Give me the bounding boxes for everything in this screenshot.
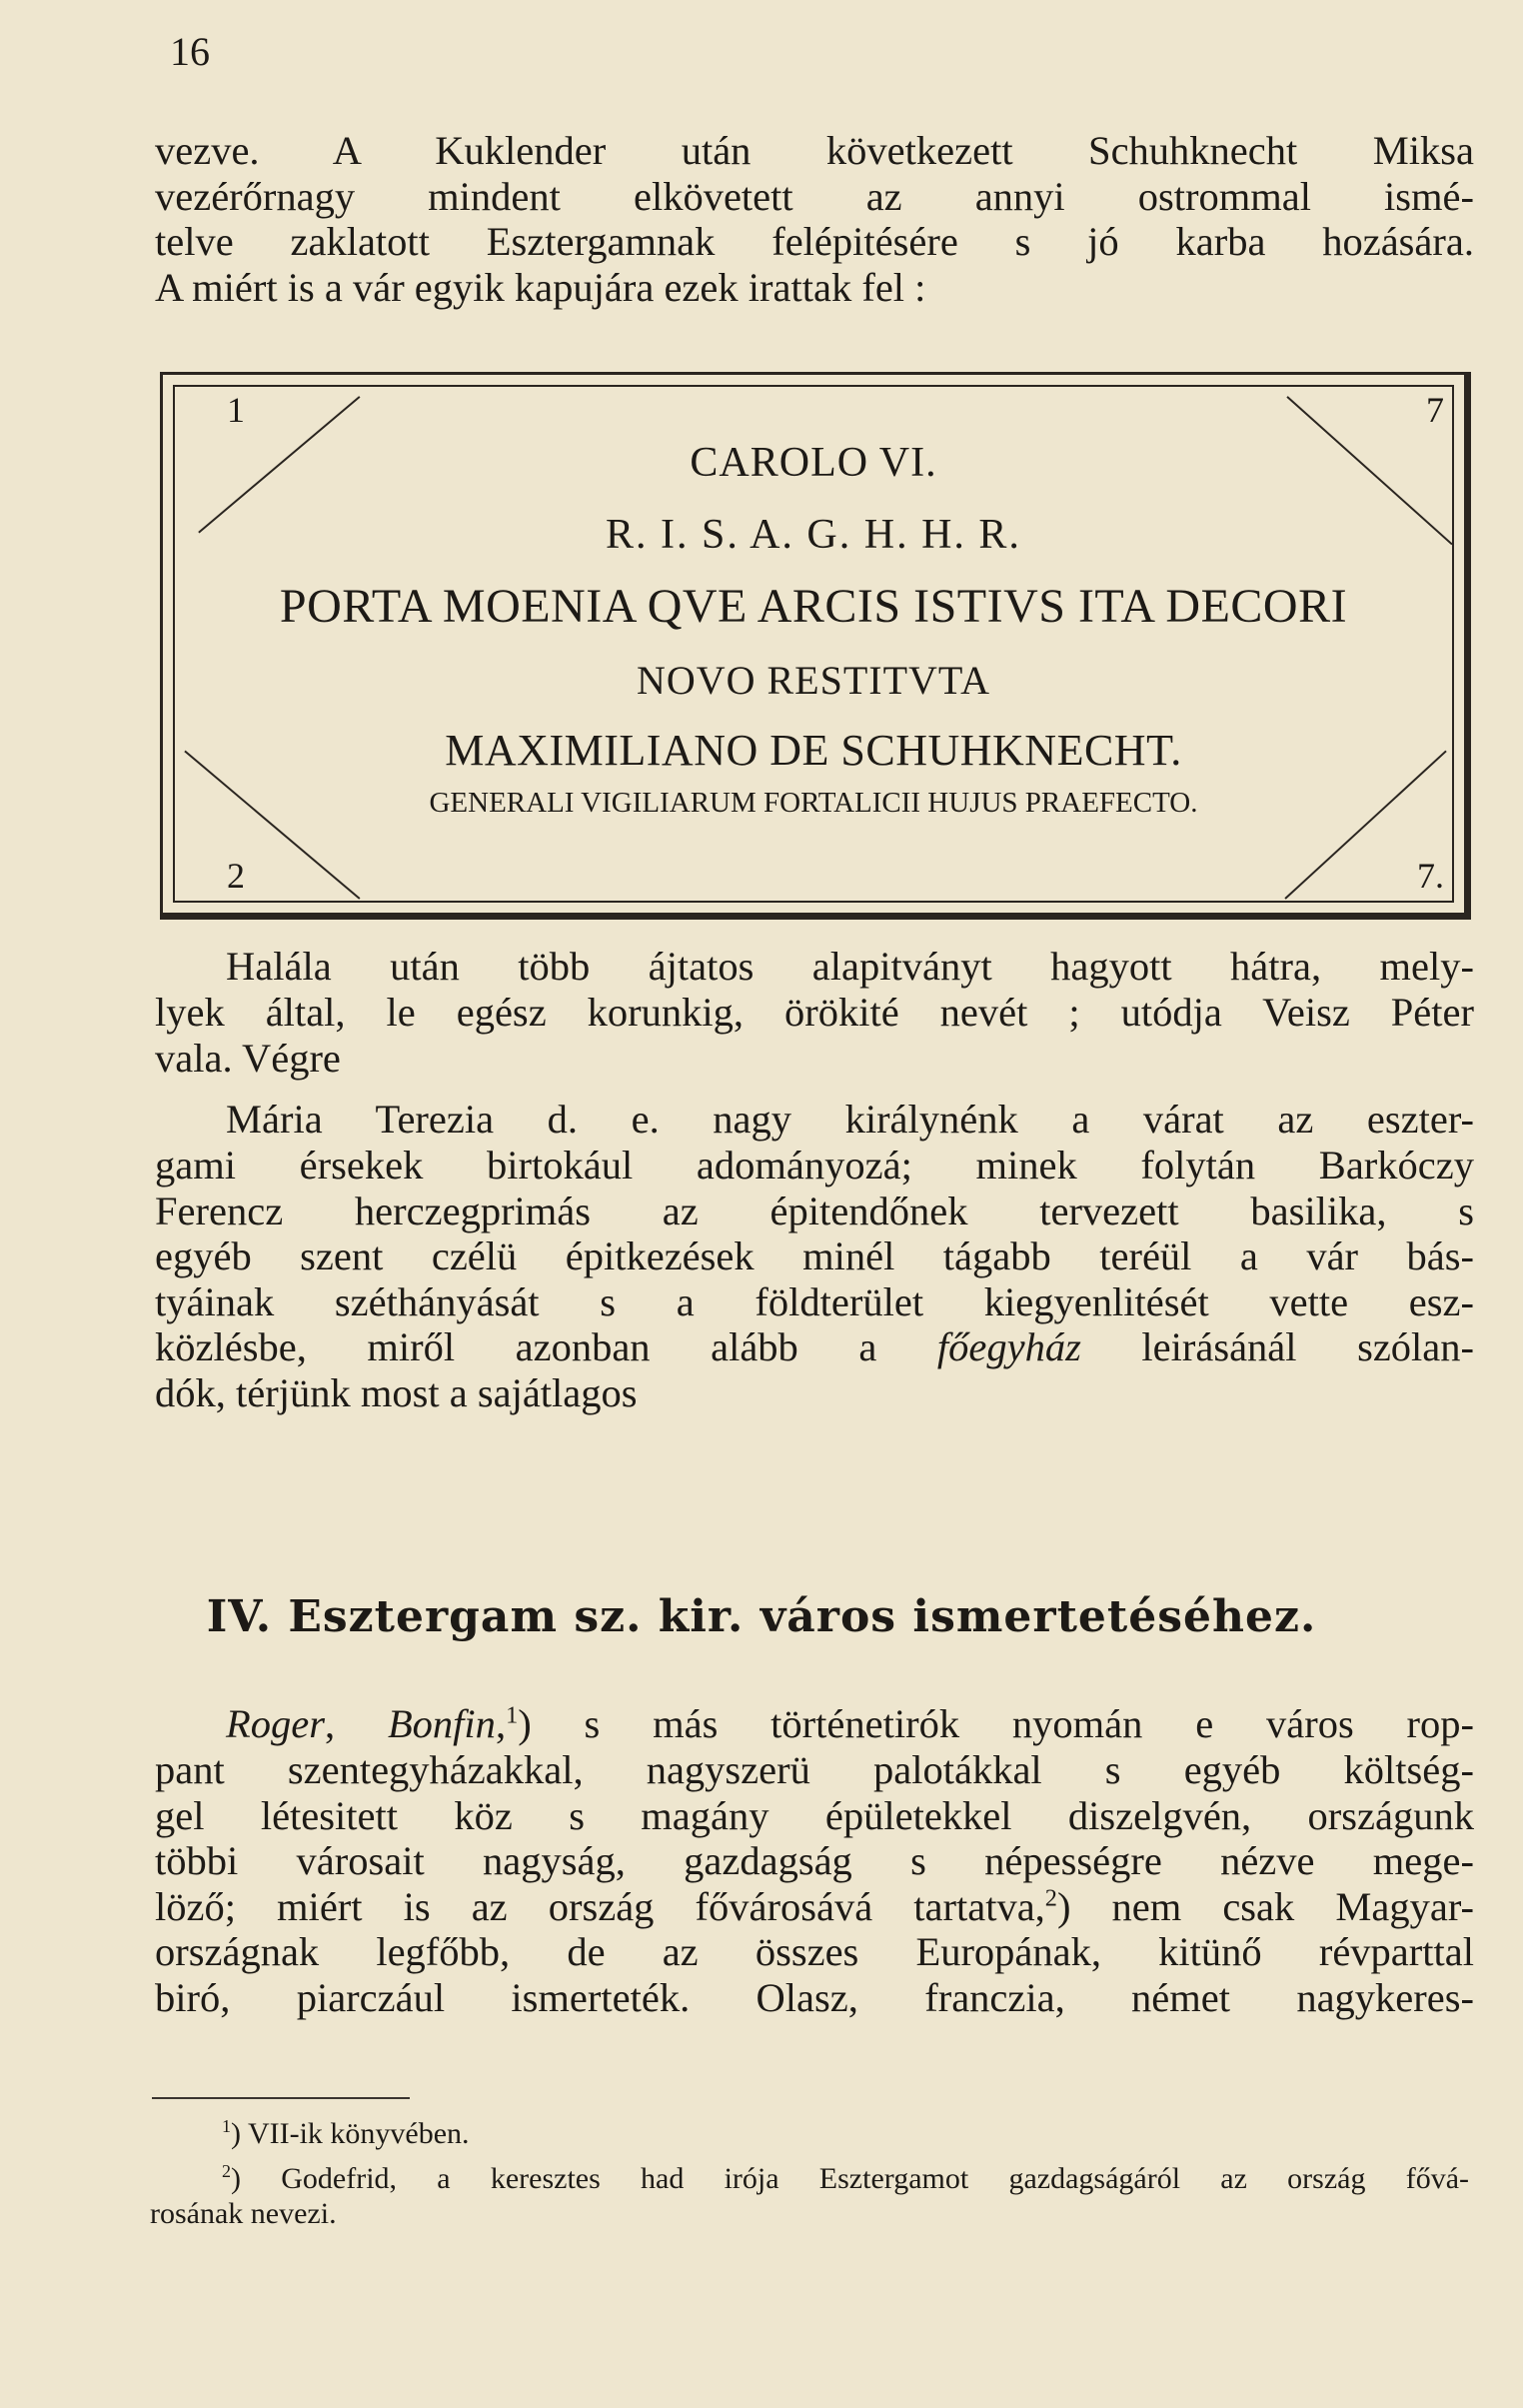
inscription-line: CAROLO VI.	[690, 440, 937, 486]
paragraph-death-cont	[155, 990, 1474, 1081]
text-line: pant szentegyházakkal, nagyszerü palotákkal s egyéb költség-	[155, 1747, 1474, 1792]
page-number: 16	[170, 29, 210, 74]
text-line: vala. Végre	[155, 1035, 341, 1081]
text-line: vezve. A Kuklender után következett Schuhknecht Miksa	[155, 128, 1474, 173]
text-line: lyek által, le egész korunkig, örökité nevét ; utódja Veisz Péter	[155, 990, 1474, 1035]
text-segment: ) nem csak Magyar-	[1056, 1883, 1474, 1929]
text-line: gel létesitett köz s magány épületekkel diszelgvén, országunk	[155, 1792, 1474, 1838]
corner-number-top-right: 7	[1426, 390, 1444, 430]
text-line	[155, 1884, 1474, 1930]
footnote-marker: 2	[222, 2161, 231, 2181]
text-line: egyéb szent czélü épitkezések minél tágabb teréül a vár bás-	[155, 1233, 1474, 1278]
text-line: Halála után több ájtatos alapitványt hagyott hátra, mely-	[226, 944, 1474, 989]
italic-term: főegyház	[936, 1324, 1081, 1369]
footnote-2-cont: rosának nevezi.	[150, 2197, 337, 2230]
text-segment: leirásánál szólan-	[1141, 1324, 1475, 1369]
inscription-line: NOVO RESTITVTA	[636, 658, 991, 703]
section-heading: IV. Esztergam sz. kir. város ismertetéséhez.	[206, 1591, 1317, 1642]
text-line: országnak legfőbb, de az összes Europának, kitünő révparttal	[155, 1929, 1474, 1974]
text-line: gami érsekek birtokául adományozá; minek folytán Barkóczy	[155, 1143, 1474, 1188]
footnote-marker: 2	[1044, 1884, 1057, 1911]
inscription-line: PORTA MOENIA QVE ARCIS ISTIVS ITA DECORI	[279, 580, 1348, 633]
corner-number-bottom-right: 7.	[1417, 856, 1444, 896]
footnotes	[150, 2116, 1469, 2231]
text-segment: löző; miért is az ország fővárosává tartatva,	[155, 1883, 1045, 1929]
inscription-plaque	[160, 372, 1471, 920]
text-line: vezérőrnagy mindent elkövetett az annyi ostrommal ismé-	[155, 173, 1474, 219]
footnote-divider	[152, 2097, 410, 2099]
corner-number-bottom-left: 2	[227, 856, 245, 896]
footnote-text: ) VII-ik könyvében.	[231, 2117, 470, 2150]
paragraph-maria-terezia-first	[226, 1097, 1474, 1143]
italic-name: Roger	[226, 1701, 325, 1746]
text-line: tyáinak széthányását s a földterület kiegyenlitését vette esz-	[155, 1278, 1474, 1324]
footnote-marker: 1	[506, 1701, 519, 1729]
text-line: Roger, Bonfin,$^1$) s más történetirók nyomán e város rop-	[226, 1701, 1475, 1746]
text-line: Ferencz herczegprimás az épitendőnek tervezett basilika, s	[155, 1188, 1474, 1233]
italic-name: Bonfin	[387, 1701, 496, 1746]
text-segment: közlésbe, miről azonban alább a	[155, 1324, 877, 1369]
paragraph-maria-terezia	[155, 1143, 1474, 1415]
inscription-inner-frame	[173, 385, 1454, 903]
footnote-1	[150, 2116, 1469, 2151]
corner-number-top-left: 1	[227, 390, 245, 430]
paragraph-city	[155, 1747, 1474, 2020]
text-line: dók, térjünk most a sajátlagos	[155, 1369, 638, 1415]
footnote-marker: 1	[222, 2116, 231, 2136]
text-line: többi városait nagyság, gazdagság s népességre nézve mege-	[155, 1838, 1474, 1883]
footnote-text: ) Godefrid, a keresztes had irója Esztergamot gazdagságáról az ország fővá-	[231, 2162, 1469, 2195]
text-line: A miért is a vár egyik kapujára ezek irattak fel :	[155, 264, 926, 310]
text-line: telve zaklatott Esztergamnak felépitésére s jó karba hozására.	[155, 219, 1474, 264]
paragraph-city-first	[226, 1701, 1474, 1747]
footnote-2	[150, 2161, 1469, 2196]
text-line	[155, 1324, 1474, 1370]
inscription-line: R. I. S. A. G. H. H. R.	[606, 512, 1021, 558]
paragraph-death	[226, 944, 1474, 990]
text-line: Mária Terezia d. e. nagy királynénk a várat az eszter-	[226, 1097, 1474, 1142]
inscription-line: MAXIMILIANO DE SCHUHKNECHT.	[445, 726, 1182, 775]
paragraph-intro	[155, 128, 1474, 310]
text-line: biró, piarczául ismerteték. Olasz, franczia, német nagykeres-	[155, 1974, 1474, 2020]
inscription-line: GENERALI VIGILIARUM FORTALICII HUJUS PRAEFECTO.	[429, 787, 1198, 819]
text-segment: ) s más történetirók nyomán e város rop-	[518, 1701, 1475, 1746]
